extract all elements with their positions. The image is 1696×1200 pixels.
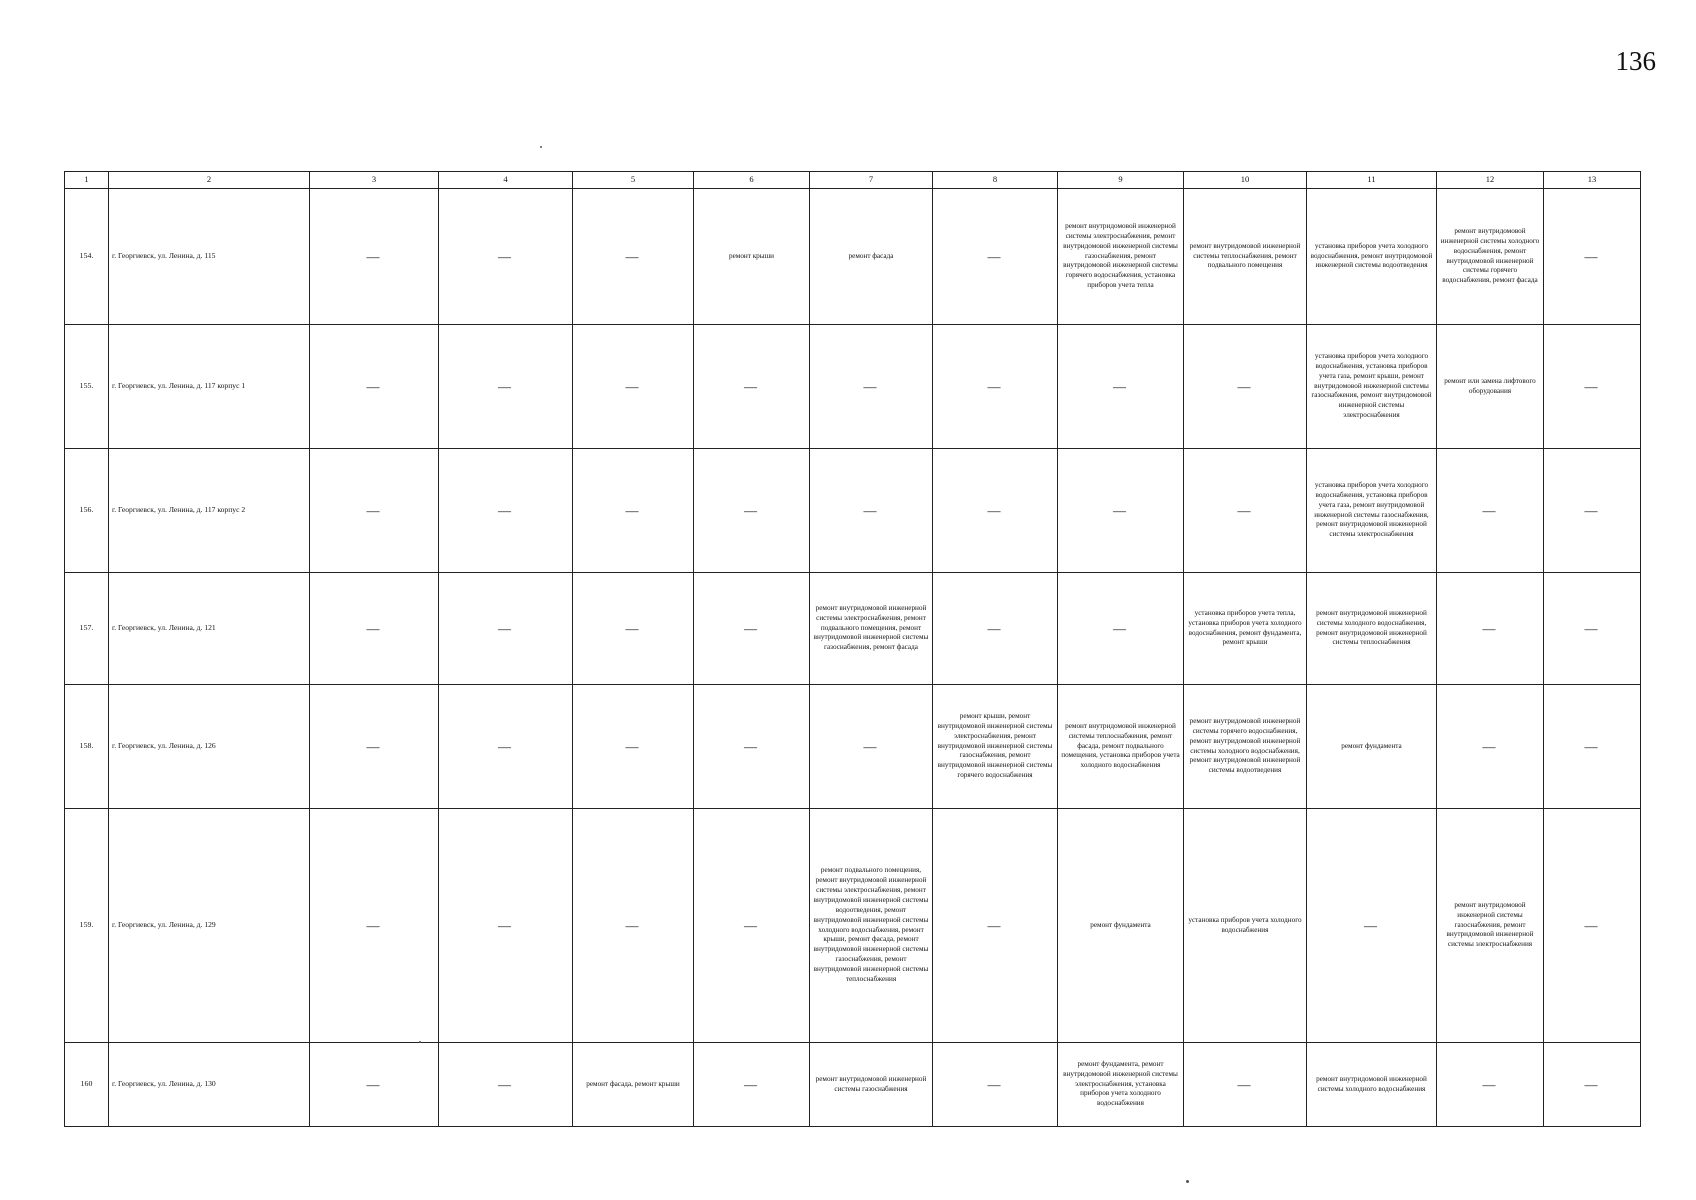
empty-dash-cell: — [573,325,694,449]
work-cell: установка приборов учета холодного водоснабжения [1184,809,1307,1043]
work-cell: ремонт или замена лифтового оборудования [1437,325,1544,449]
empty-dash-cell: — [694,573,810,685]
empty-dash-cell: — [1544,325,1641,449]
empty-dash-cell: — [1544,809,1641,1043]
column-header-1: 1 [65,172,109,189]
empty-dash-cell: — [933,325,1058,449]
column-header-6: 6 [694,172,810,189]
empty-dash-cell: — [1437,685,1544,809]
empty-dash-cell: — [694,1043,810,1127]
empty-dash-cell: — [310,325,439,449]
scan-speck [540,146,542,148]
scan-speck [419,1041,421,1043]
empty-dash-cell: — [1058,449,1184,573]
work-cell: ремонт фундамента [1307,685,1437,809]
scan-speck [1186,1180,1189,1183]
row-number: 156. [65,449,109,573]
column-header-13: 13 [1544,172,1641,189]
work-cell: ремонт крыши, ремонт внутридомовой инженерной системы электроснабжения, ремонт внутридомовой инженерной системы газоснабжения, ремонт внутридомовой инженерной системы горячего водоснабжения [933,685,1058,809]
empty-dash-cell: — [1544,573,1641,685]
empty-dash-cell: — [694,685,810,809]
row-number: 158. [65,685,109,809]
empty-dash-cell: — [1184,449,1307,573]
empty-dash-cell: — [310,809,439,1043]
work-cell: ремонт внутридомовой инженерной системы теплоснабжения, ремонт подвального помещения [1184,189,1307,325]
table-header-row [65,172,1641,189]
empty-dash-cell: — [439,1043,573,1127]
table-row [65,325,1641,449]
table-row [65,685,1641,809]
address-cell: г. Георгиевск, ул. Ленина, д. 115 [109,189,310,325]
empty-dash-cell: — [810,685,933,809]
column-header-7: 7 [810,172,933,189]
empty-dash-cell: — [933,809,1058,1043]
empty-dash-cell: — [694,449,810,573]
work-cell: ремонт внутридомовой инженерной системы холодного водоснабжения [1307,1043,1437,1127]
work-cell: ремонт крыши [694,189,810,325]
empty-dash-cell: — [1544,685,1641,809]
empty-dash-cell: — [1058,325,1184,449]
empty-dash-cell: — [439,449,573,573]
empty-dash-cell: — [933,1043,1058,1127]
column-header-2: 2 [109,172,310,189]
column-header-10: 10 [1184,172,1307,189]
row-number: 157. [65,573,109,685]
empty-dash-cell: — [439,685,573,809]
table-row [65,1043,1641,1127]
empty-dash-cell: — [573,685,694,809]
address-cell: г. Георгиевск, ул. Ленина, д. 129 [109,809,310,1043]
row-number: 160 [65,1043,109,1127]
empty-dash-cell: — [1544,449,1641,573]
column-header-9: 9 [1058,172,1184,189]
work-cell: ремонт внутридомовой инженерной системы горячего водоснабжения, ремонт внутридомовой инженерной системы холодного водоснабжения, ремонт внутридомовой инженерной системы водоотведения [1184,685,1307,809]
table-row [65,449,1641,573]
empty-dash-cell: — [573,449,694,573]
work-cell: ремонт фасада [810,189,933,325]
empty-dash-cell: — [810,449,933,573]
empty-dash-cell: — [1544,189,1641,325]
empty-dash-cell: — [694,809,810,1043]
column-header-8: 8 [933,172,1058,189]
column-header-4: 4 [439,172,573,189]
repair-schedule-table [64,171,1641,1127]
work-cell: ремонт внутридомовой инженерной системы газоснабжения [810,1043,933,1127]
work-cell: ремонт фундамента [1058,809,1184,1043]
address-cell: г. Георгиевск, ул. Ленина, д. 126 [109,685,310,809]
page-number: 136 [1615,46,1656,76]
address-cell: г. Георгиевск, ул. Ленина, д. 121 [109,573,310,685]
column-header-5: 5 [573,172,694,189]
work-cell: ремонт внутридомовой инженерной системы газоснабжения, ремонт внутридомовой инженерной системы электроснабжения [1437,809,1544,1043]
empty-dash-cell: — [1437,449,1544,573]
empty-dash-cell: — [439,189,573,325]
empty-dash-cell: — [310,449,439,573]
empty-dash-cell: — [439,325,573,449]
empty-dash-cell: — [1307,809,1437,1043]
row-number: 155. [65,325,109,449]
address-cell: г. Георгиевск, ул. Ленина, д. 117 корпус 2 [109,449,310,573]
empty-dash-cell: — [1437,1043,1544,1127]
empty-dash-cell: — [933,573,1058,685]
empty-dash-cell: — [933,189,1058,325]
empty-dash-cell: — [439,573,573,685]
work-cell: ремонт внутридомовой инженерной системы холодного водоснабжения, ремонт внутридомовой инженерной системы теплоснабжения [1307,573,1437,685]
empty-dash-cell: — [310,573,439,685]
empty-dash-cell: — [1184,325,1307,449]
row-number: 154. [65,189,109,325]
table-row [65,189,1641,325]
table-row [65,809,1641,1043]
column-header-3: 3 [310,172,439,189]
work-cell: ремонт внутридомовой инженерной системы электроснабжения, ремонт подвального помещения, ремонт внутридомовой инженерной системы газоснабжения, ремонт фасада [810,573,933,685]
work-cell: ремонт внутридомовой инженерной системы теплоснабжения, ремонт фасада, ремонт подвального помещения, установка приборов учета холодного водоснабжения [1058,685,1184,809]
empty-dash-cell: — [573,809,694,1043]
address-cell: г. Георгиевск, ул. Ленина, д. 130 [109,1043,310,1127]
empty-dash-cell: — [933,449,1058,573]
empty-dash-cell: — [810,325,933,449]
empty-dash-cell: — [310,189,439,325]
empty-dash-cell: — [1058,573,1184,685]
work-cell: установка приборов учета холодного водоснабжения, установка приборов учета газа, ремонт внутридомовой инженерной системы газоснабжения, ремонт внутридомовой инженерной системы электроснабжения [1307,449,1437,573]
work-cell: ремонт внутридомовой инженерной системы электроснабжения, ремонт внутридомовой инженерной системы газоснабжения, ремонт внутридомовой инженерной системы горячего водоснабжения, установка приборов учета тепла [1058,189,1184,325]
work-cell: ремонт фасада, ремонт крыши [573,1043,694,1127]
empty-dash-cell: — [694,325,810,449]
column-header-12: 12 [1437,172,1544,189]
empty-dash-cell: — [1184,1043,1307,1127]
work-cell: ремонт внутридомовой инженерной системы холодного водоснабжения, ремонт внутридомовой инженерной системы горячего водоснабжения, ремонт фасада [1437,189,1544,325]
empty-dash-cell: — [310,1043,439,1127]
empty-dash-cell: — [1544,1043,1641,1127]
work-cell: установка приборов учета холодного водоснабжения, ремонт внутридомовой инженерной системы водоотведения [1307,189,1437,325]
empty-dash-cell: — [439,809,573,1043]
column-header-11: 11 [1307,172,1437,189]
empty-dash-cell: — [1437,573,1544,685]
address-cell: г. Георгиевск, ул. Ленина, д. 117 корпус 1 [109,325,310,449]
work-cell: установка приборов учета тепла, установка приборов учета холодного водоснабжения, ремонт фундамента, ремонт крыши [1184,573,1307,685]
work-cell: ремонт подвального помещения, ремонт внутридомовой инженерной системы электроснабжения, ремонт внутридомовой инженерной системы водоотведения, ремонт внутридомовой инженерной системы холодного водоснабжения, ремонт крыши, ремонт фасада, ремонт внутридомовой инженерной системы газоснабжения, ремонт внутридомовой инженерной системы теплоснабжения [810,809,933,1043]
table-row [65,573,1641,685]
row-number: 159. [65,809,109,1043]
work-cell: установка приборов учета холодного водоснабжения, установка приборов учета газа, ремонт крыши, ремонт внутридомовой инженерной системы газоснабжения, ремонт внутридомовой инженерной системы электроснабжения [1307,325,1437,449]
empty-dash-cell: — [310,685,439,809]
work-cell: ремонт фундамента, ремонт внутридомовой инженерной системы электроснабжения, установка приборов учета холодного водоснабжения [1058,1043,1184,1127]
empty-dash-cell: — [573,573,694,685]
empty-dash-cell: — [573,189,694,325]
